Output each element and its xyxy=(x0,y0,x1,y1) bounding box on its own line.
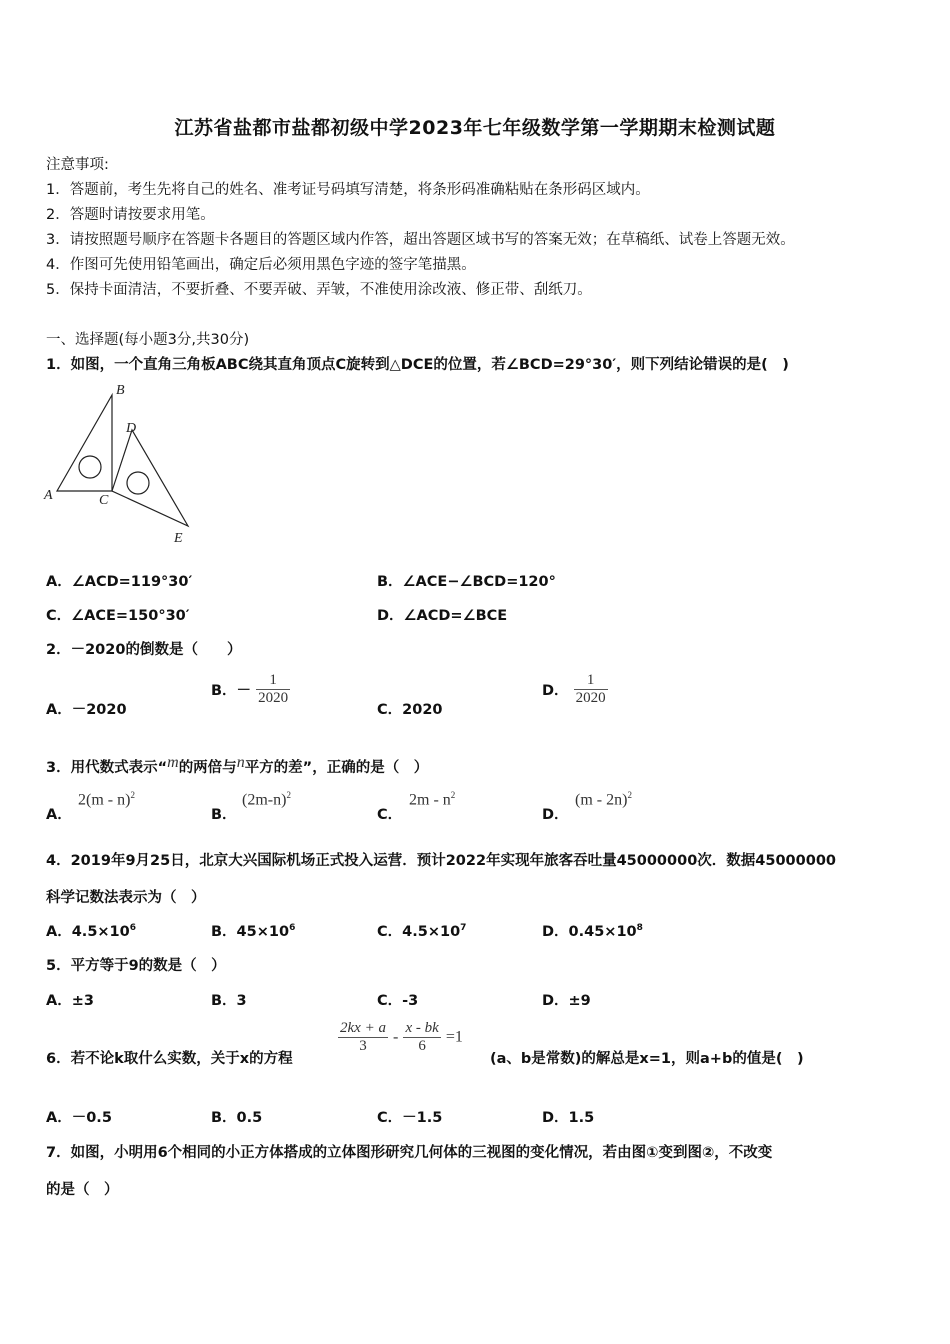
equation xyxy=(338,1020,463,1055)
exponent: 7 xyxy=(460,923,467,934)
option-text: C．4.5×10 xyxy=(377,924,461,940)
option-text: B．45×10 xyxy=(211,924,290,940)
option-text: D．0.45×10 xyxy=(542,924,637,940)
q2-d-prefix: D． xyxy=(542,683,569,699)
q5-option-d: D．±9 xyxy=(542,993,591,1009)
expression: 2(m - n) xyxy=(78,791,131,809)
fraction-denominator: 2020 xyxy=(575,690,606,706)
question-1-stem: 1．如图，一个直角三角板ABC绕其直角顶点C旋转到△DCE的位置，若∠BCD=29°30′，则下列结论错误的是( ) xyxy=(46,357,789,373)
option-text: A．4.5×10 xyxy=(46,924,130,940)
q3-var-m: m xyxy=(167,754,179,771)
equals-one: =1 xyxy=(445,1028,463,1046)
fraction-numerator: 2kx + a xyxy=(340,1020,386,1036)
q1-option-a: A．∠ACD=119°30′ xyxy=(46,574,193,590)
question-5-stem: 5．平方等于9的数是（ ） xyxy=(46,958,226,974)
q3-option-a-label: A． xyxy=(46,807,72,823)
q2-option-a: A．－2020 xyxy=(46,702,127,718)
notes-heading: 注意事项: xyxy=(46,157,109,173)
q2-option-b xyxy=(211,672,290,707)
exponent: 2 xyxy=(627,790,632,800)
label-e: E xyxy=(174,531,183,546)
exponent: 8 xyxy=(636,923,643,934)
note-item: 4．作图可先使用铅笔画出，确定后必须用黑色字迹的签字笔描黑。 xyxy=(46,257,476,273)
q4-option-d xyxy=(542,920,643,941)
q1-option-d: D．∠ACD=∠BCE xyxy=(377,608,508,624)
q4-option-a xyxy=(46,920,136,941)
exponent: 2 xyxy=(450,790,456,800)
q3-stem-part: 的两倍与 xyxy=(178,760,237,776)
question-4-line2: 科学记数法表示为（ ） xyxy=(46,890,206,906)
fraction-numerator: 1 xyxy=(574,672,608,690)
label-c: C xyxy=(99,493,109,508)
q3-stem-part: 3．用代数式表示“ xyxy=(46,760,168,776)
exponent: 2 xyxy=(130,790,135,800)
fraction-denominator: 3 xyxy=(359,1038,367,1054)
note-item: 5．保持卡面清洁，不要折叠、不要弄破、弄皱，不准使用涂改液、修正带、刮纸刀。 xyxy=(46,282,592,298)
label-a: A xyxy=(44,488,53,503)
q6-option-a: A．－0.5 xyxy=(46,1110,112,1126)
exponent: 6 xyxy=(129,923,137,934)
label-b: B xyxy=(116,383,125,398)
q5-option-a: A．±3 xyxy=(46,993,94,1009)
q2-b-prefix: B．－ xyxy=(211,683,252,699)
page-title: 江苏省盐都市盐都初级中学2023年七年级数学第一学期期末检测试题 xyxy=(174,117,776,139)
q3-option-d-label: D． xyxy=(542,807,569,823)
q3-option-c-label: C． xyxy=(377,807,403,823)
fraction-denominator: 2020 xyxy=(258,690,289,706)
q1-option-c: C．∠ACE=150°30′ xyxy=(46,608,190,624)
expression: 2m - n xyxy=(409,791,451,809)
section-heading: 一、选择题(每小题3分,共30分) xyxy=(46,332,250,348)
fraction-numerator: 1 xyxy=(256,672,290,690)
question-7-line2: 的是（ ） xyxy=(46,1182,119,1198)
fraction-denominator: 6 xyxy=(418,1038,426,1054)
q6-option-b: B．0.5 xyxy=(211,1110,263,1126)
triangle-dce xyxy=(112,430,188,526)
fraction xyxy=(403,1020,440,1055)
q3-option-d xyxy=(575,790,632,809)
q3-option-c xyxy=(409,790,455,809)
label-d: D xyxy=(126,421,137,436)
question-7-line1: 7．如图，小明用6个相同的小正方体搭成的立体图形研究几何体的三视图的变化情况，若由图①变到图②，不改变 xyxy=(46,1145,773,1161)
exponent: 6 xyxy=(289,923,296,934)
q5-option-c: C．-3 xyxy=(377,993,419,1009)
fraction xyxy=(338,1020,388,1055)
q1-option-b: B．∠ACE−∠BCD=120° xyxy=(377,574,556,590)
minus-sign: - xyxy=(393,1028,399,1046)
q3-option-a xyxy=(78,790,135,809)
q6-option-c: C．－1.5 xyxy=(377,1110,443,1126)
question-3-stem xyxy=(46,756,428,777)
fraction xyxy=(256,672,290,707)
note-item: 1．答题前，考生先将自己的姓名、准考证号码填写清楚，将条形码准确粘贴在条形码区域内。 xyxy=(46,182,650,198)
q6-option-d: D．1.5 xyxy=(542,1110,595,1126)
expression: (m - 2n) xyxy=(575,791,628,809)
q3-var-n: n xyxy=(236,754,245,771)
fraction-numerator: x - bk xyxy=(405,1020,439,1036)
triangle-figure xyxy=(40,378,200,548)
question-6-stem-b: (a、b是常数)的解总是x=1，则a+b的值是( ) xyxy=(490,1051,804,1067)
q4-option-c xyxy=(377,920,466,941)
exponent: 2 xyxy=(286,790,291,800)
triangle-hole xyxy=(79,456,101,478)
fraction xyxy=(574,672,608,707)
question-6-stem-a: 6．若不论k取什么实数，关于x的方程 xyxy=(46,1051,293,1067)
expression: (2m-n) xyxy=(242,791,287,809)
question-2-stem: 2．－2020的倒数是（ ） xyxy=(46,642,242,658)
note-item: 3．请按照题号顺序在答题卡各题目的答题区域内作答，超出答题区域书写的答案无效；在草稿纸、试卷上答题无效。 xyxy=(46,232,795,248)
triangle-hole xyxy=(127,472,149,494)
q2-option-d xyxy=(542,672,608,707)
question-4-line1: 4．2019年9月25日，北京大兴国际机场正式投入运营．预计2022年实现年旅客吞吐量45000000次．数据45000000 xyxy=(46,853,836,869)
q3-stem-part: 平方的差”，正确的是（ ） xyxy=(244,760,429,776)
q5-option-b: B．3 xyxy=(211,993,247,1009)
q3-option-b xyxy=(242,790,291,809)
q3-option-b-label: B． xyxy=(211,807,237,823)
note-item: 2．答题时请按要求用笔。 xyxy=(46,207,215,223)
q2-option-c: C．2020 xyxy=(377,702,443,718)
q4-option-b xyxy=(211,920,295,941)
